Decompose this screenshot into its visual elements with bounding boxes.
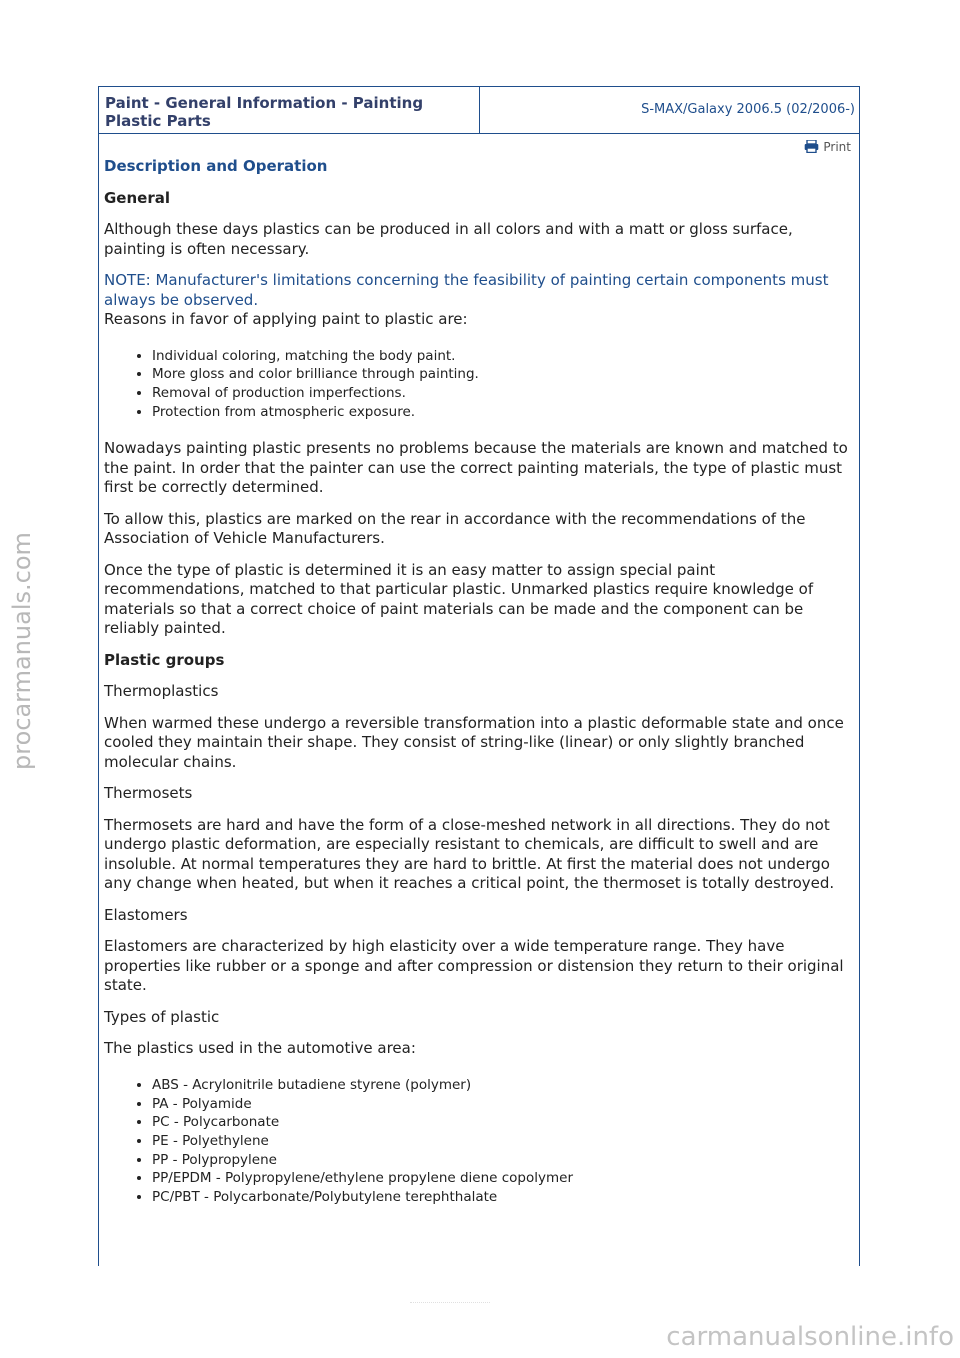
reasons-list (104, 347, 854, 422)
page-title: Paint - General Information - Painting Plastic Parts (99, 87, 480, 133)
print-row (99, 134, 859, 154)
list-item: • More gloss and color brilliance through painting. (152, 365, 854, 384)
list-item: • Removal of production imperfections. (152, 384, 854, 403)
printer-icon (804, 140, 819, 153)
document-frame (98, 86, 860, 1266)
paragraph-materials: Nowadays painting plastic presents no problems because the materials are known and matched to the paint. In order that the painter can use the correct painting materials, the type of plastic must first be correctly determined. (104, 439, 848, 497)
print-link[interactable] (804, 140, 851, 154)
list-item: • PE - Polyethylene (152, 1132, 854, 1151)
list-item: • PC - Polycarbonate (152, 1113, 854, 1132)
side-watermark: procarmanuals.com (8, 532, 36, 770)
list-item: • PP - Polypropylene (152, 1151, 854, 1170)
general-heading: General (104, 188, 170, 207)
list-item: • Protection from atmospheric exposure. (152, 403, 854, 422)
model-label: S-MAX/Galaxy 2006.5 (02/2006-) (641, 102, 855, 117)
thermosets-text: Thermosets are hard and have the form of a close-meshed network in all directions. They do not undergo plastic deformation, are especially resistant to chemicals, are difficult to swell and are insoluble. At normal temperatures they are hard to brittle. At first the material does not undergo any change when heated, but when it reaches a critical point, the thermoset is totally destroyed. (104, 815, 835, 893)
elastomers-text: Elastomers are characterized by high elasticity over a wide temperature range. They have properties like rubber or a sponge and after compression or distension they return to their original state. (104, 937, 844, 995)
bottom-watermark: carmanualsonline.info (666, 1322, 954, 1352)
thermoplastics-label: Thermoplastics (104, 682, 219, 701)
types-list (104, 1076, 854, 1207)
paragraph-recommendations: Once the type of plastic is determined it is an easy matter to assign special paint recommendations, matched to that particular plastic. Unmarked plastics require knowledge of materials so that a correct choice of paint materials can be made and the component can be reliably painted. (104, 560, 814, 638)
elastomers-label: Elastomers (104, 905, 188, 924)
list-item: • Individual coloring, matching the body paint. (152, 347, 854, 366)
types-label: Types of plastic (104, 1007, 220, 1026)
types-intro: The plastics used in the automotive area: (104, 1039, 416, 1058)
reasons-intro: Reasons in favor of applying paint to plastic are: (104, 310, 468, 328)
note-text: NOTE: Manufacturer's limitations concerning the feasibility of painting certain components must always be observed. (104, 271, 829, 309)
section-title: Description and Operation (104, 157, 328, 175)
plastic-groups-heading: Plastic groups (104, 650, 225, 669)
document-header (99, 87, 859, 134)
list-item: • PC/PBT - Polycarbonate/Polybutylene terephthalate (152, 1188, 854, 1207)
list-item: • PP/EPDM - Polypropylene/ethylene propylene diene copolymer (152, 1169, 854, 1188)
document-body (99, 157, 859, 1207)
thermosets-label: Thermosets (104, 784, 193, 803)
page-footer-mark (410, 1302, 490, 1307)
list-item: • ABS - Acrylonitrile butadiene styrene (polymer) (152, 1076, 854, 1095)
intro-paragraph: Although these days plastics can be produced in all colors and with a matt or gloss surface, painting is often necessary. (104, 220, 793, 258)
list-item: • PA - Polyamide (152, 1095, 854, 1114)
print-label[interactable]: Print (823, 140, 851, 154)
thermoplastics-text: When warmed these undergo a reversible transformation into a plastic deformable state and once cooled they maintain their shape. They consist of string-like (linear) or only slightly branched molecular chains. (104, 713, 844, 771)
paragraph-marking: To allow this, plastics are marked on the rear in accordance with the recommendations of the Association of Vehicle Manufacturers. (104, 509, 806, 548)
